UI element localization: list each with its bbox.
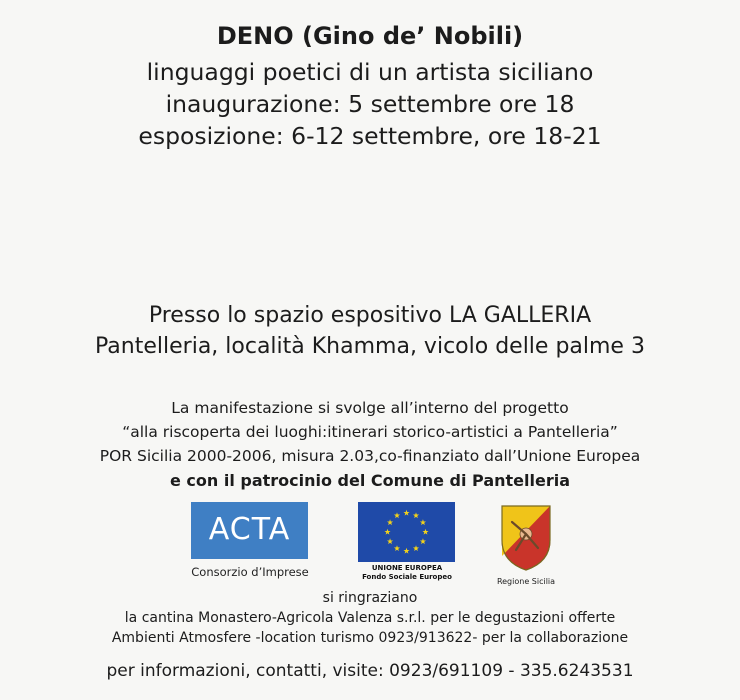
eu-flag-icon xyxy=(358,502,455,562)
sicily-caption: Regione Sicilia xyxy=(496,577,556,586)
exhibition-title: DENO (Gino de’ Nobili) xyxy=(216,22,524,50)
acta-logo xyxy=(191,502,308,559)
project-intro: La manifestazione si svolge all’interno del progetto xyxy=(171,399,569,417)
acta-caption: Consorzio d’Imprese xyxy=(191,565,309,579)
venue-address: Pantelleria, località Khamma, vicolo delle palme 3 xyxy=(95,334,645,359)
thanks-location: Ambienti Atmosfere -location turismo 0923/913622- per la collaborazione xyxy=(111,630,629,646)
exhibition-subtitle: linguaggi poetici di un artista siciliano xyxy=(146,58,594,86)
inauguration-date: inaugurazione: 5 settembre ore 18 xyxy=(165,90,575,118)
eu-caption-fund: Fondo Sociale Europeo xyxy=(362,573,452,581)
exhibition-dates: esposizione: 6-12 settembre, ore 18-21 xyxy=(138,122,602,150)
acta-logo-text: ACTA xyxy=(208,512,291,547)
contact-info: per informazioni, contatti, visite: 0923/691109 - 335.6243531 xyxy=(106,661,634,681)
sicily-crest-icon xyxy=(498,500,554,572)
thanks-heading: si ringraziano xyxy=(322,590,418,606)
eu-caption-title: UNIONE EUROPEA xyxy=(371,564,443,572)
venue-name: Presso lo spazio espositivo LA GALLERIA xyxy=(148,303,592,328)
project-funding: POR Sicilia 2000-2006, misura 2.03,co-finanziato dall’Unione Europea xyxy=(99,447,641,465)
project-name: “alla riscoperta dei luoghi:itinerari storico-artistici a Pantelleria” xyxy=(122,423,618,441)
thanks-winery: la cantina Monastero-Agricola Valenza s.r.l. per le degustazioni offerte xyxy=(124,610,616,626)
patronage-line: e con il patrocinio del Comune di Pantelleria xyxy=(169,471,571,490)
